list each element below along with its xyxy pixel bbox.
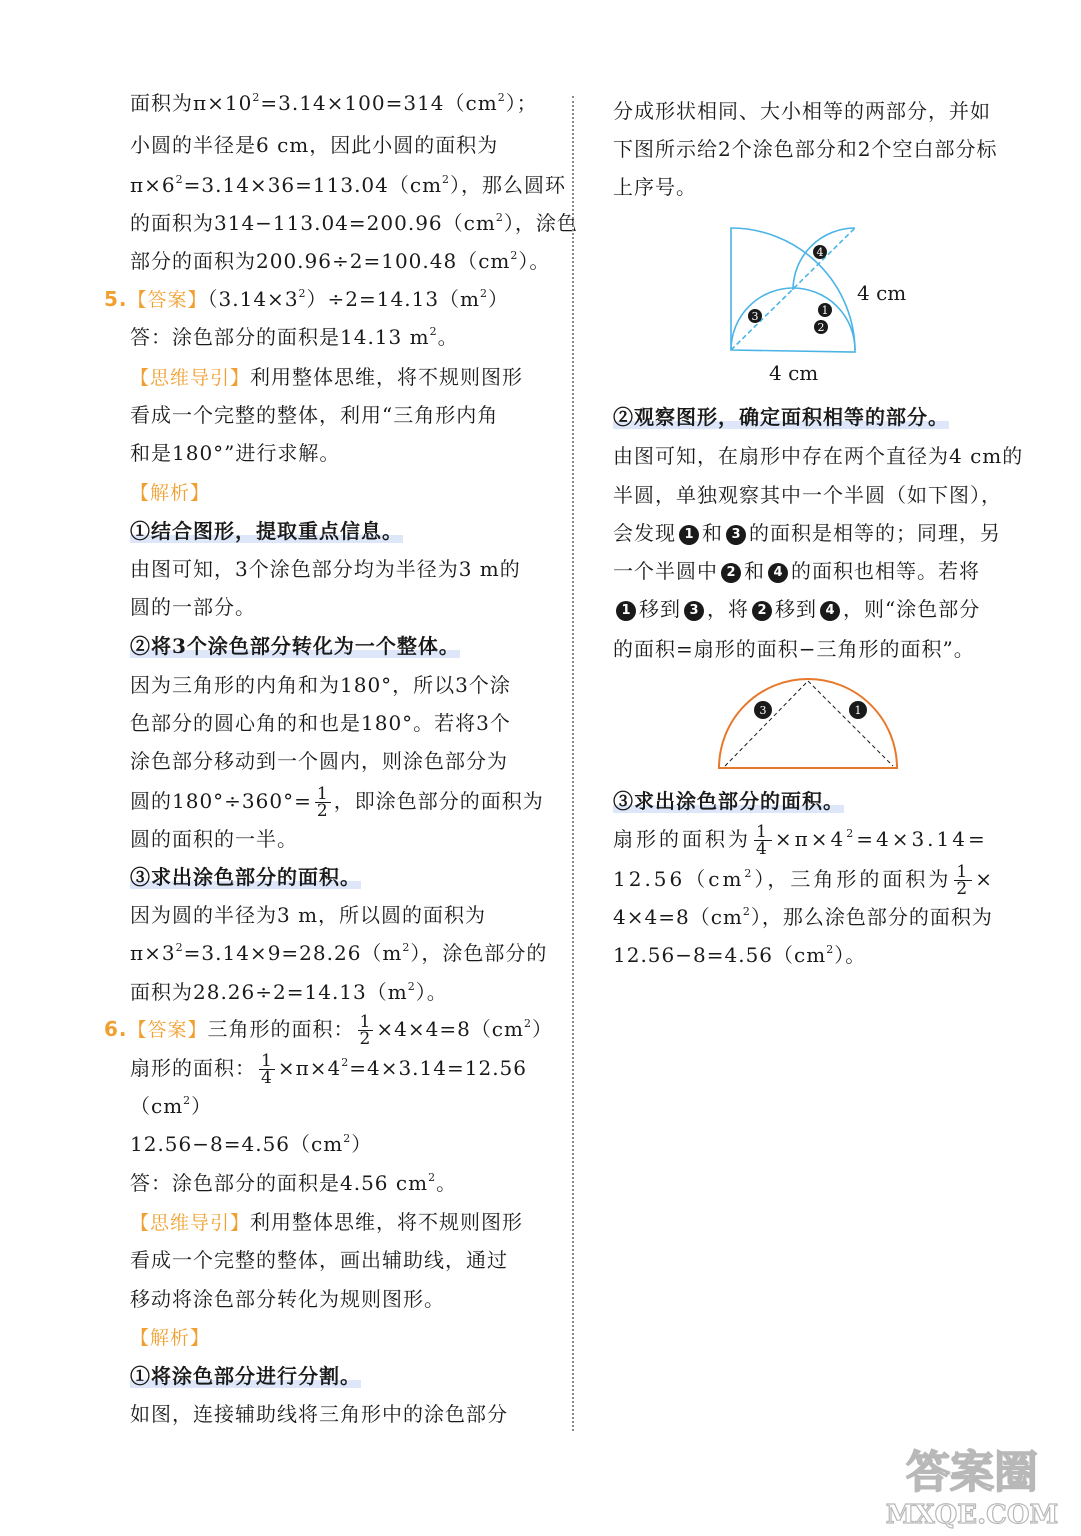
- mark-2: 2: [752, 601, 772, 621]
- text-line: 看成一个完整的整体，画出辅助线，通过: [130, 1248, 508, 1272]
- chord-left: [725, 681, 808, 766]
- column-divider: [572, 96, 574, 1431]
- text-line: 因为三角形的内角和为180°，所以3个涂: [130, 673, 511, 697]
- q5-number: 5.: [104, 287, 128, 311]
- text-line: 扇形的面积： $\frac{1}{4}$ $\times\pi\times 4^2=4\times 3.14=12.56$: [130, 1051, 528, 1088]
- mark-4: 4: [768, 563, 788, 583]
- mark-2: 2: [721, 563, 741, 583]
- q6-guide: 【思维导引】利用整体思维，将不规则图形: [130, 1210, 524, 1234]
- text-line: 因为圆的半径为3 m，所以圆的面积为: [130, 903, 487, 927]
- mark-1: 1: [616, 601, 636, 621]
- text-line: 扇形的面积为 $\frac{1}{4}$ $\times\pi\times 4^2=4\times 3.14=$: [613, 822, 988, 859]
- text-line: 的面积=扇形的面积−三角形的面积”。: [613, 637, 975, 661]
- text-line: $(cm^2)$: [130, 1094, 213, 1118]
- watermark-logo: [877, 1435, 1067, 1530]
- bottom-length-label: 4 cm: [769, 361, 819, 385]
- text-line: $12.56-8=4.56(cm^2)$: [130, 1132, 373, 1156]
- mark-label: 4: [816, 246, 824, 259]
- text-line: 上序号。: [613, 175, 697, 199]
- chord-right: [808, 681, 893, 766]
- fraction: $\frac{1}{2}$: [316, 784, 329, 821]
- q5-answer-tag: 【答案】: [127, 289, 208, 311]
- step-heading: ①结合图形，提取重点信息。: [130, 519, 403, 543]
- q5-answer-line: 5.【答案】$(3.14\times 3^2)\div 2=14.13(m^2)$: [104, 287, 510, 311]
- text-line: 如图，连接辅助线将三角形中的涂色部分: [130, 1402, 508, 1426]
- mark-label: 2: [817, 321, 825, 334]
- side-length-label: 4 cm: [857, 281, 907, 305]
- text-line: $12.56(cm^2)$，三角形的面积为 $\frac{1}{2}$ ×: [613, 862, 996, 899]
- text-line: 面积为$28.26\div 2=14.13(m^2)$。: [130, 980, 448, 1004]
- text-line: 色部分的圆心角的和也是180°。若将3个: [130, 711, 511, 735]
- q5-reply: 答：涂色部分的面积是14.13 $m^2$。: [130, 325, 459, 349]
- text-line: 半圆，单独观察其中一个半圆（如下图），: [613, 483, 1002, 507]
- q5-guide: 【思维导引】利用整体思维，将不规则图形: [130, 365, 524, 389]
- fraction: $\frac{1}{4}$: [756, 822, 770, 859]
- text-line: 看成一个完整的整体，利用“三角形内角: [130, 403, 499, 427]
- mark-3: 3: [684, 601, 704, 621]
- text-line: 移动将涂色部分转化为规则图形。: [130, 1287, 445, 1311]
- svg-text:MXQE.COM: MXQE.COM: [885, 1500, 1059, 1530]
- mark-label: 3: [759, 704, 767, 717]
- text-line: 的面积为$314-113.04=200.96(cm^2)$，涂色: [130, 211, 578, 235]
- guide-tag: 【思维导引】: [130, 1212, 251, 1234]
- fraction: $\frac{1}{2}$: [359, 1012, 372, 1049]
- text-line: $\pi\times 3^2=3.14\times 9=28.26(m^2)$，涂色部分的: [130, 941, 548, 965]
- q6-number: 6.: [104, 1017, 128, 1041]
- q6-answer-tag: 【答案】: [127, 1019, 208, 1041]
- text-line: $\pi\times 6^2=3.14\times 36=113.04(cm^2)$，那么圆环: [130, 173, 567, 197]
- text-line: 涂色部分移动到一个圆内，则涂色部分为: [130, 749, 508, 773]
- step-heading: ②观察图形，确定面积相等的部分。: [613, 405, 949, 429]
- text-line: 由图可知，在扇形中存在两个直径为4 cm的: [613, 444, 1024, 468]
- text-line: 部分的面积为$200.96\div 2=100.48(cm^2)$。: [130, 249, 551, 273]
- mark-label: 3: [751, 310, 759, 323]
- semicircle-outline: [719, 679, 897, 768]
- text-line: 小圆的半径是6 cm，因此小圆的面积为: [130, 133, 499, 157]
- text-line: 圆的面积的一半。: [130, 827, 298, 851]
- text-line: 和是180°”进行求解。: [130, 441, 341, 465]
- analysis-tag: 【解析】: [130, 482, 211, 504]
- mark-label: 1: [821, 304, 829, 317]
- text-line: 下图所示给2个涂色部分和2个空白部分标: [613, 137, 998, 161]
- mark-3: 3: [726, 525, 746, 545]
- svg-text:答案圈: 答案圈: [906, 1447, 1038, 1498]
- analysis-tag: 【解析】: [130, 1327, 211, 1349]
- q6-reply: 答：涂色部分的面积是4.56 $cm^2$。: [130, 1171, 458, 1195]
- mark-4: 4: [820, 601, 840, 621]
- step-heading: ②将3个涂色部分转化为一个整体。: [130, 634, 460, 658]
- mark-label: 1: [854, 704, 862, 717]
- fraction: $\frac{1}{4}$: [261, 1051, 273, 1088]
- fraction: $\frac{1}{2}$: [956, 862, 971, 899]
- guide-tag: 【思维导引】: [130, 367, 251, 389]
- step-heading: ③求出涂色部分的面积。: [613, 789, 844, 813]
- text-line: 面积为$\pi\times 10^2=3.14\times 100=314(cm^2)$；: [130, 91, 538, 115]
- text-line: 一个半圆中 2 和 4 的面积也相等。若将: [613, 559, 980, 583]
- text-line: 会发现 1 和 3 的面积是相等的；同理，另: [613, 521, 1001, 545]
- mark-1: 1: [679, 525, 699, 545]
- text-line: 由图可知，3个涂色部分均为半径为3 m的: [130, 557, 521, 581]
- text-line: $12.56-8=4.56(cm^2)$。: [613, 943, 867, 967]
- semicircle-figure: [715, 676, 901, 772]
- text-line: 圆的180°÷360°= $\frac{1}{2}$ ，即涂色部分的面积为: [130, 784, 544, 821]
- text-line: 分成形状相同、大小相等的两部分，并如: [613, 99, 991, 123]
- text-line: 圆的一部分。: [130, 595, 256, 619]
- text-line: 1 移到 3 ，将 2 移到 4 ，则“涂色部分: [613, 594, 980, 624]
- step-heading: ③求出涂色部分的面积。: [130, 865, 361, 889]
- text-line: $4\times 4=8(cm^2)$，那么涂色部分的面积为: [613, 905, 993, 929]
- step-heading: ①将涂色部分进行分割。: [130, 1364, 361, 1388]
- q6-answer-line: 6.【答案】三角形的面积： $\frac{1}{2}$ $\times 4\times 4=8(cm^2)$: [104, 1012, 553, 1049]
